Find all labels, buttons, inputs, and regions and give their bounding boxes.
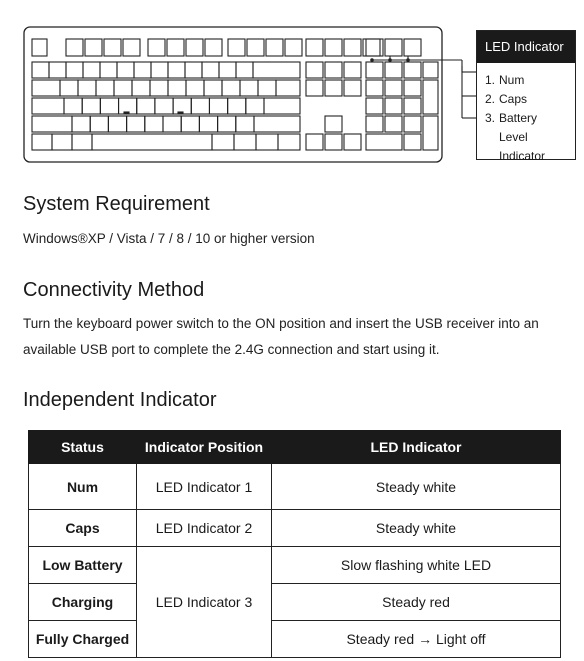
key: [404, 80, 421, 96]
cell-led: Steady red → Light off: [272, 621, 561, 658]
table-row: [29, 621, 561, 658]
key: [344, 80, 361, 96]
cell-position: LED Indicator 1: [137, 464, 272, 510]
legend-item: [485, 90, 575, 109]
independent-indicator-heading: Independent Indicator: [23, 389, 217, 411]
key: [404, 98, 421, 114]
key: [127, 116, 145, 132]
led-indicator-legend: [476, 30, 576, 163]
key: [306, 80, 323, 96]
key: [325, 39, 342, 56]
key: [151, 62, 168, 78]
homing-bump: [124, 112, 129, 114]
table-row: [29, 547, 561, 584]
key: [228, 98, 246, 114]
key: [137, 98, 155, 114]
header-led-indicator: LED Indicator: [272, 431, 561, 464]
key: [385, 98, 402, 114]
key: [212, 134, 234, 150]
key: [385, 116, 402, 132]
key: [82, 98, 100, 114]
key: [325, 134, 342, 150]
key: [90, 116, 108, 132]
key: [404, 134, 421, 150]
key: [155, 98, 173, 114]
legend-item: [485, 109, 575, 166]
key: [72, 116, 90, 132]
key: [100, 98, 118, 114]
key: [366, 116, 383, 132]
system-requirement-text: Windows®XP / Vista / 7 / 8 / 10 or higher version: [23, 231, 315, 246]
key: [306, 134, 323, 150]
table-row: [29, 510, 561, 547]
key: [104, 39, 121, 56]
key: [132, 80, 150, 96]
connectivity-text: Turn the keyboard power switch to the ON position and insert the USB receiver into an available USB port to complete the 2.4G connection and start using it.: [23, 316, 539, 357]
key: [423, 62, 438, 78]
key: [366, 62, 383, 78]
key: [306, 62, 323, 78]
key: [256, 134, 278, 150]
key: [344, 39, 361, 56]
key: [204, 80, 222, 96]
key: [32, 80, 60, 96]
key: [92, 134, 212, 150]
key: [186, 80, 204, 96]
cell-status: Low Battery: [29, 547, 137, 584]
key: [66, 39, 83, 56]
cell-led: Steady white: [272, 464, 561, 510]
key: [186, 39, 203, 56]
key: [236, 116, 254, 132]
key: [385, 39, 402, 56]
key: [404, 39, 421, 56]
key: [72, 134, 92, 150]
key: [32, 39, 47, 56]
key: [234, 134, 256, 150]
key: [32, 116, 72, 132]
header-status: Status: [29, 431, 137, 464]
key: [52, 134, 72, 150]
key: [96, 80, 114, 96]
key: [264, 98, 300, 114]
system-requirement-heading: System Requirement: [23, 193, 210, 215]
cell-position: LED Indicator 3: [137, 547, 272, 658]
keyboard-body: [24, 27, 442, 162]
key: [218, 116, 236, 132]
table-row: [29, 464, 561, 510]
legend-item-number: 3.: [485, 111, 496, 125]
cell-status: Caps: [29, 510, 137, 547]
cell-status: Charging: [29, 584, 137, 621]
key: [191, 98, 209, 114]
key: [108, 116, 126, 132]
key: [150, 80, 168, 96]
key: [285, 39, 302, 56]
cell-status: Fully Charged: [29, 621, 137, 658]
key: [168, 62, 185, 78]
legend-item-number: 1.: [485, 73, 496, 87]
key: [64, 98, 82, 114]
legend-item-text: Num: [499, 73, 525, 87]
key: [366, 80, 383, 96]
header-indicator-position: Indicator Position: [137, 431, 272, 464]
legend-list: [477, 63, 575, 166]
key: [344, 62, 361, 78]
legend-item-text: Battery Level Indicator: [499, 111, 546, 163]
key: [83, 62, 100, 78]
key: [134, 62, 151, 78]
legend-item-number: 2.: [485, 92, 496, 106]
legend-item: [485, 71, 575, 90]
key: [168, 80, 186, 96]
key: [423, 80, 438, 114]
key: [266, 39, 283, 56]
key: [163, 116, 181, 132]
cell-status: Num: [29, 464, 137, 510]
key: [247, 39, 264, 56]
legend-title: LED Indicator: [477, 31, 575, 63]
indicator-table: [28, 430, 561, 658]
key: [32, 134, 52, 150]
key: [228, 39, 245, 56]
key: [385, 62, 402, 78]
key: [246, 98, 264, 114]
homing-bump: [178, 112, 183, 114]
key: [240, 80, 258, 96]
key: [66, 62, 83, 78]
key: [123, 39, 140, 56]
key: [78, 80, 96, 96]
key: [344, 134, 361, 150]
key: [145, 116, 163, 132]
key: [253, 62, 300, 78]
key: [60, 80, 78, 96]
cell-position: LED Indicator 2: [137, 510, 272, 547]
table-header-row: [29, 431, 561, 464]
key: [148, 39, 165, 56]
key: [236, 62, 253, 78]
key: [181, 116, 199, 132]
key: [222, 80, 240, 96]
cell-led: Slow flashing white LED: [272, 547, 561, 584]
key: [100, 62, 117, 78]
key: [219, 62, 236, 78]
connectivity-heading: Connectivity Method: [23, 279, 205, 301]
key: [202, 62, 219, 78]
key: [325, 116, 342, 132]
key: [114, 80, 132, 96]
key: [306, 39, 323, 56]
key: [199, 116, 217, 132]
key: [404, 116, 421, 132]
key: [32, 98, 64, 114]
key: [276, 80, 300, 96]
key: [209, 98, 227, 114]
key: [85, 39, 102, 56]
key: [325, 80, 342, 96]
key: [366, 98, 383, 114]
legend-item-text: Caps: [499, 92, 528, 106]
key: [278, 134, 300, 150]
key: [258, 80, 276, 96]
key: [325, 62, 342, 78]
key: [205, 39, 222, 56]
key: [167, 39, 184, 56]
key: [385, 80, 402, 96]
table-row: [29, 584, 561, 621]
key: [185, 62, 202, 78]
key: [49, 62, 66, 78]
cell-led: Steady white: [272, 510, 561, 547]
key: [404, 62, 421, 78]
cell-led: Steady red: [272, 584, 561, 621]
key: [32, 62, 49, 78]
key: [366, 134, 402, 150]
key: [423, 116, 438, 150]
key: [254, 116, 300, 132]
key: [117, 62, 134, 78]
